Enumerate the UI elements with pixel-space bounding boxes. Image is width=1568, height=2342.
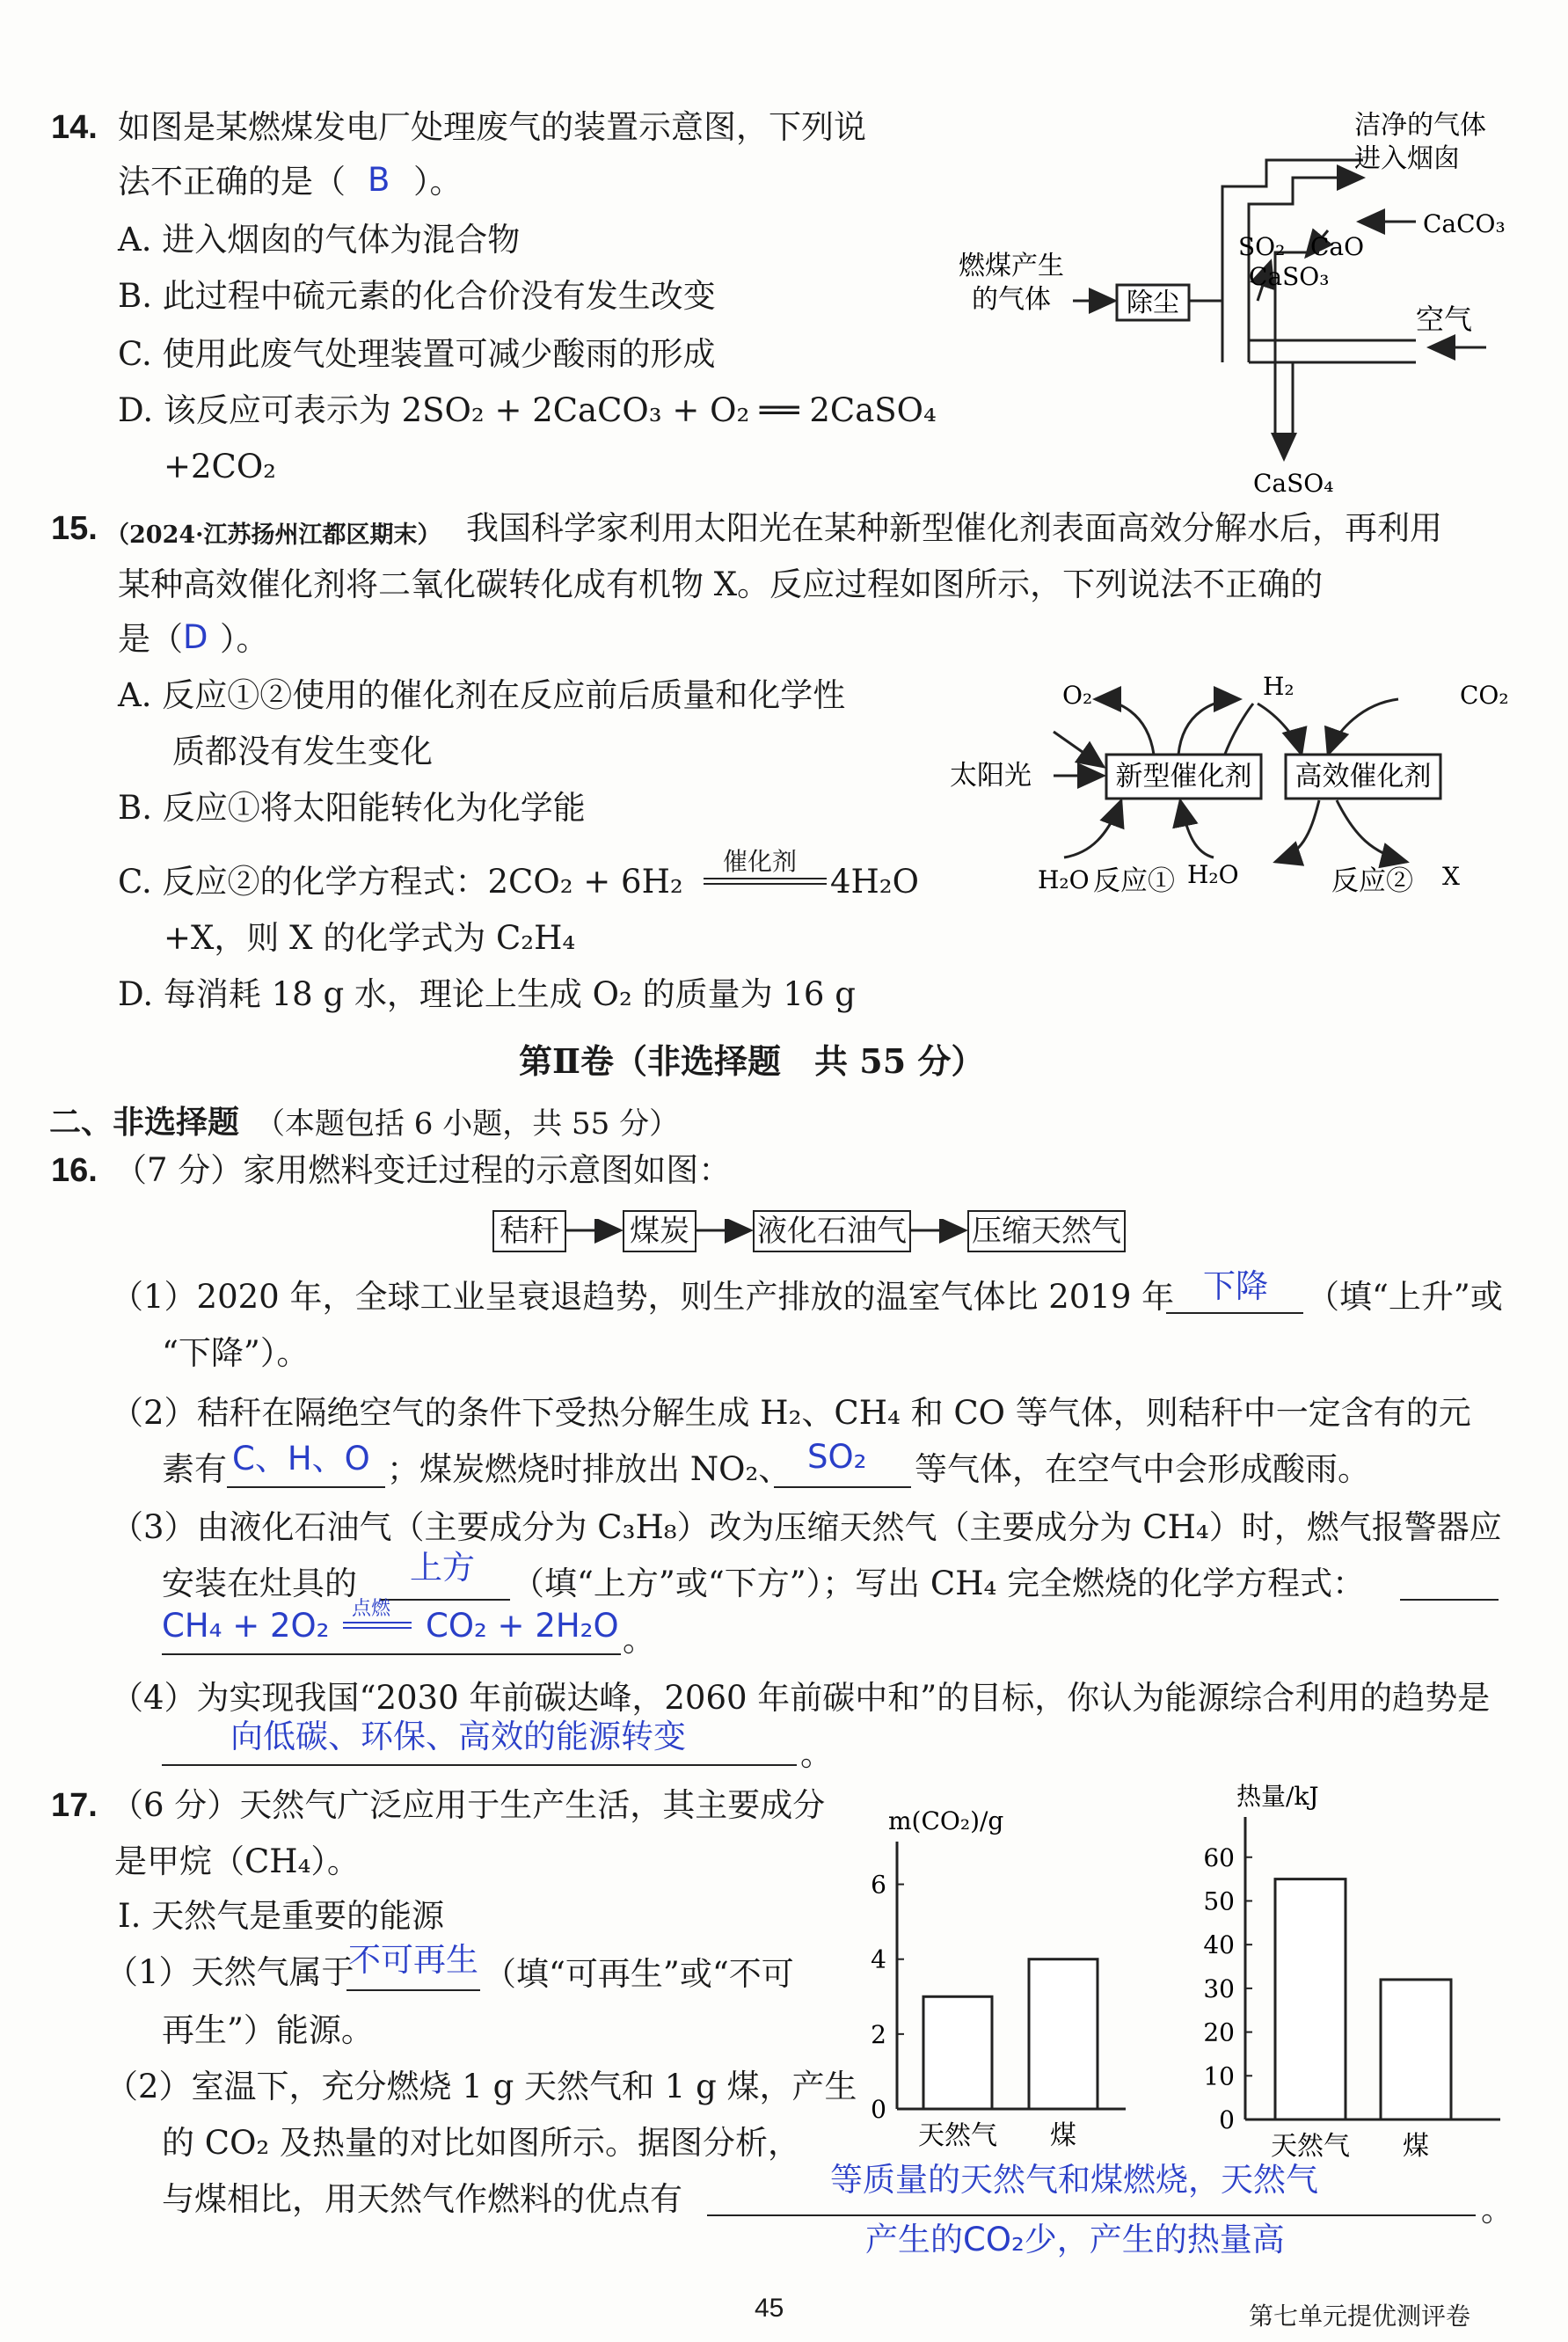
q14-stem-line1: 如图是某燃煤发电厂处理废气的装置示意图，下列说 bbox=[118, 108, 866, 146]
svg-text:CaCO₃: CaCO₃ bbox=[1423, 209, 1506, 238]
chart-tick-label: 6 bbox=[871, 1870, 886, 1900]
svg-text:CaSO₃: CaSO₃ bbox=[1249, 262, 1330, 291]
q14-number: 14. bbox=[51, 109, 98, 146]
chart-bar bbox=[1029, 1959, 1098, 2109]
q15-eq-sign bbox=[704, 878, 827, 885]
q16-number: 16. bbox=[51, 1152, 98, 1189]
q15-option-d: D. 每消耗 18 g 水，理论上生成 O₂ 的质量为 16 g bbox=[118, 975, 856, 1013]
q14-stem-line2a: 法不正确的是（ bbox=[118, 163, 346, 201]
q16-p3-answer2-cond: 点燃 bbox=[352, 1598, 391, 1620]
q17-p1-b: （填“可再生”或“不可 bbox=[484, 1955, 794, 1993]
chart-tick-label: 20 bbox=[1203, 2017, 1235, 2047]
q16-flow-4: 压缩天然气 bbox=[967, 1210, 1126, 1252]
q15-option-a1: A. 反应①②使用的催化剂在反应前后质量和化学性 bbox=[118, 676, 846, 714]
q16-stem: （7 分）家用燃料变迁过程的示意图如图： bbox=[114, 1151, 732, 1189]
svg-text:空气: 空气 bbox=[1416, 303, 1473, 336]
q16-p2-d: 等气体，在空气中会形成酸雨。 bbox=[915, 1450, 1370, 1488]
svg-text:进入烟囱: 进入烟囱 bbox=[1354, 143, 1460, 174]
q15-option-c2: +X，则 X 的化学式为 C₂H₄ bbox=[164, 919, 576, 957]
chart-tick-label: 4 bbox=[871, 1944, 886, 1974]
svg-text:H₂: H₂ bbox=[1263, 672, 1295, 701]
q17-p1-a: （1）天然气属于 bbox=[106, 1953, 354, 1991]
q15-answer: D bbox=[183, 618, 208, 656]
q17-p2-blank bbox=[707, 2214, 1476, 2216]
svg-text:燃煤产生: 燃煤产生 bbox=[959, 251, 1064, 281]
svg-text:新型催化剂: 新型催化剂 bbox=[1115, 761, 1252, 792]
chart-bar bbox=[923, 1996, 992, 2109]
q16-p3-blank1 bbox=[380, 1599, 510, 1601]
svg-text:洁净的气体: 洁净的气体 bbox=[1354, 110, 1486, 141]
q16-p2-blank2 bbox=[774, 1486, 911, 1488]
q16-p4-end: 。 bbox=[800, 1735, 833, 1773]
page-number: 45 bbox=[755, 2294, 784, 2323]
svg-text:CaO: CaO bbox=[1310, 232, 1365, 261]
q17-stem2: 是甲烷（CH₄）。 bbox=[114, 1842, 360, 1880]
q15-stem-line3a: 是（ bbox=[118, 620, 183, 658]
chart-bar bbox=[1381, 1980, 1451, 2119]
q15-source: （2024·江苏扬州江都区期末） bbox=[106, 522, 441, 549]
q14-option-a: A. 进入烟囱的气体为混合物 bbox=[118, 221, 521, 259]
chart-category-label: 天然气 bbox=[1271, 2131, 1350, 2162]
q14-dust-label: 除尘 bbox=[1127, 288, 1179, 318]
q17-p1-blank bbox=[346, 1989, 480, 1991]
section-note: （本题包括 6 小题，共 55 分） bbox=[255, 1106, 680, 1142]
q14-option-d2: +2CO₂ bbox=[164, 448, 277, 485]
q15-option-a2: 质都没有发生变化 bbox=[172, 733, 433, 770]
q17-p2-answer2: 产生的CO₂少，产生的热量高 bbox=[865, 2221, 1285, 2258]
q15-stem-line1: 我国科学家利用太阳光在某种新型催化剂表面高效分解水后，再利用 bbox=[466, 509, 1442, 547]
q17-p2-b: 的 CO₂ 及热量的对比如图所示。据图分析， bbox=[162, 2124, 800, 2162]
chart-tick-label: 30 bbox=[1203, 1974, 1235, 2003]
q15-option-c1b: 4H₂O bbox=[830, 863, 919, 901]
svg-text:CaSO₄: CaSO₄ bbox=[1253, 469, 1334, 498]
chart-tick-label: 50 bbox=[1203, 1886, 1235, 1916]
q17-sub1: Ⅰ. 天然气是重要的能源 bbox=[118, 1897, 445, 1935]
q17-p1-answer: 不可再生 bbox=[348, 1941, 478, 1979]
svg-text:的气体: 的气体 bbox=[972, 284, 1051, 315]
q14-answer: B bbox=[368, 161, 390, 199]
q16-p4-blank bbox=[162, 1764, 797, 1766]
q16-flow-3: 液化石油气 bbox=[753, 1210, 911, 1252]
q15-stem-line3b: ）。 bbox=[220, 620, 269, 658]
q17-p2-answer1: 等质量的天然气和煤燃烧，天然气 bbox=[830, 2161, 1318, 2199]
svg-text:H₂O: H₂O bbox=[1038, 865, 1090, 894]
svg-text:反应②: 反应② bbox=[1331, 865, 1413, 897]
chart-tick-label: 10 bbox=[1203, 2061, 1235, 2091]
q17-p1-c: 再生”）能源。 bbox=[162, 2011, 374, 2049]
svg-text:反应①: 反应① bbox=[1093, 865, 1175, 897]
q16-p2-c: ；煤炭燃烧时排放出 NO₂、 bbox=[387, 1450, 791, 1488]
q14-option-d1: D. 该反应可表示为 2SO₂ + 2CaCO₃ + O₂ ══ 2CaSO₄ bbox=[118, 391, 937, 429]
co2-bar-chart bbox=[844, 1794, 1134, 2163]
q16-p1-blank bbox=[1166, 1312, 1303, 1314]
q16-p3-a: （3）由液化石油气（主要成分为 C₃H₈）改为压缩天然气（主要成分为 CH₄）时，燃气报警器应 bbox=[111, 1508, 1502, 1546]
q16-p2-answer2: SO₂ bbox=[807, 1438, 867, 1476]
q17-number: 17. bbox=[51, 1787, 98, 1824]
q16-p4-answer: 向低碳、环保、高效的能源转变 bbox=[230, 1718, 686, 1755]
q16-p3-answer2-a: CH₄ + 2O₂ bbox=[162, 1607, 330, 1645]
footer-unit: 第七单元提优测评卷 bbox=[1249, 2302, 1471, 2331]
q16-p3-answer2-eq bbox=[343, 1622, 412, 1629]
q17-stem1: （6 分）天然气广泛应用于生产生活，其主要成分 bbox=[111, 1786, 826, 1824]
q16-p3-end: 。 bbox=[623, 1621, 655, 1659]
q16-p1-c: “下降”）。 bbox=[162, 1334, 310, 1372]
chart-category-label: 煤 bbox=[1050, 2120, 1076, 2151]
q17-p2-a: （2）室温下，充分燃烧 1 g 天然气和 1 g 煤，产生 bbox=[106, 2068, 857, 2105]
q15-diagram bbox=[950, 668, 1513, 906]
q16-p2-b: 素有 bbox=[162, 1450, 227, 1488]
q16-p1-answer: 下降 bbox=[1203, 1267, 1268, 1305]
q14-stem-line2b: ）。 bbox=[413, 163, 463, 201]
q16-p2-a: （2）秸秆在隔绝空气的条件下受热分解生成 H₂、CH₄ 和 CO 等气体，则秸秆中一定含有的元 bbox=[111, 1394, 1471, 1432]
svg-text:太阳光: 太阳光 bbox=[950, 760, 1032, 792]
q15-number: 15. bbox=[51, 510, 98, 547]
q16-flow-arrows bbox=[563, 1219, 976, 1245]
q15-stem-line2: 某种高效催化剂将二氧化碳转化成有机物 X。反应过程如图所示，下列说法不正确的 bbox=[118, 565, 1324, 603]
q16-p3-c: （填“上方”或“下方”）；写出 CH₄ 完全燃烧的化学方程式： bbox=[512, 1565, 1366, 1602]
chart-tick-label: 60 bbox=[1203, 1842, 1235, 1872]
svg-text:O₂: O₂ bbox=[1062, 681, 1093, 710]
chart-category-label: 煤 bbox=[1403, 2131, 1429, 2162]
q16-p3-blank2b bbox=[162, 1653, 621, 1655]
q17-p2-c: 与煤相比，用天然气作燃料的优点有 bbox=[162, 2180, 682, 2218]
q14-diagram bbox=[959, 98, 1557, 503]
q16-p3-answer1: 上方 bbox=[410, 1549, 475, 1587]
q16-flow-2: 煤炭 bbox=[623, 1210, 696, 1252]
chart-tick-label: 2 bbox=[871, 2019, 886, 2049]
q16-p1-b: （填“上升”或 bbox=[1307, 1278, 1503, 1316]
chart-tick-label: 0 bbox=[871, 2095, 886, 2124]
q14-option-c: C. 使用此废气处理装置可减少酸雨的形成 bbox=[118, 335, 716, 373]
chart-ylabel: m(CO₂)/g bbox=[888, 1806, 1004, 1835]
q15-option-c1a: C. 反应②的化学方程式：2CO₂ + 6H₂ bbox=[118, 863, 683, 901]
chart-category-label: 天然气 bbox=[918, 2120, 997, 2151]
part2-title: 第Ⅱ卷（非选择题 共 55 分） bbox=[519, 1041, 985, 1081]
svg-text:CO₂: CO₂ bbox=[1460, 681, 1509, 710]
q16-p3-b: 安装在灶具的 bbox=[162, 1565, 357, 1602]
q16-p4-a: （4）为实现我国“2030 年前碳达峰，2060 年前碳中和”的目标，你认为能源综合利用的趋势是 bbox=[111, 1679, 1491, 1717]
section-title: 二、非选择题 bbox=[49, 1105, 240, 1141]
q15-option-b: B. 反应①将太阳能转化为化学能 bbox=[118, 789, 586, 827]
q17-p2-end: 。 bbox=[1481, 2191, 1513, 2229]
heat-bar-chart bbox=[1178, 1777, 1513, 2163]
q16-p2-blank1 bbox=[227, 1486, 385, 1488]
chart-bar bbox=[1275, 1879, 1346, 2119]
chart-tick-label: 40 bbox=[1203, 1930, 1235, 1960]
q15-option-c1-cond: 催化剂 bbox=[723, 847, 798, 876]
q16-p1-a: （1）2020 年，全球工业呈衰退趋势，则生产排放的温室气体比 2019 年 bbox=[111, 1278, 1175, 1316]
svg-text:高效催化剂: 高效催化剂 bbox=[1295, 761, 1432, 792]
chart-ylabel: 热量/kJ bbox=[1236, 1782, 1319, 1811]
chart-tick-label: 0 bbox=[1219, 2105, 1235, 2134]
svg-text:X: X bbox=[1442, 862, 1460, 891]
svg-text:SO₂: SO₂ bbox=[1238, 232, 1286, 261]
q16-flow-1: 秸秆 bbox=[492, 1210, 566, 1252]
q16-p3-answer2-b: CO₂ + 2H₂O bbox=[426, 1607, 619, 1645]
q14-option-b: B. 此过程中硫元素的化合价没有发生改变 bbox=[118, 277, 716, 315]
svg-text:H₂O: H₂O bbox=[1187, 860, 1239, 889]
q16-p3-blank2a bbox=[1400, 1599, 1499, 1601]
q16-p2-answer1: C、H、O bbox=[232, 1440, 370, 1477]
